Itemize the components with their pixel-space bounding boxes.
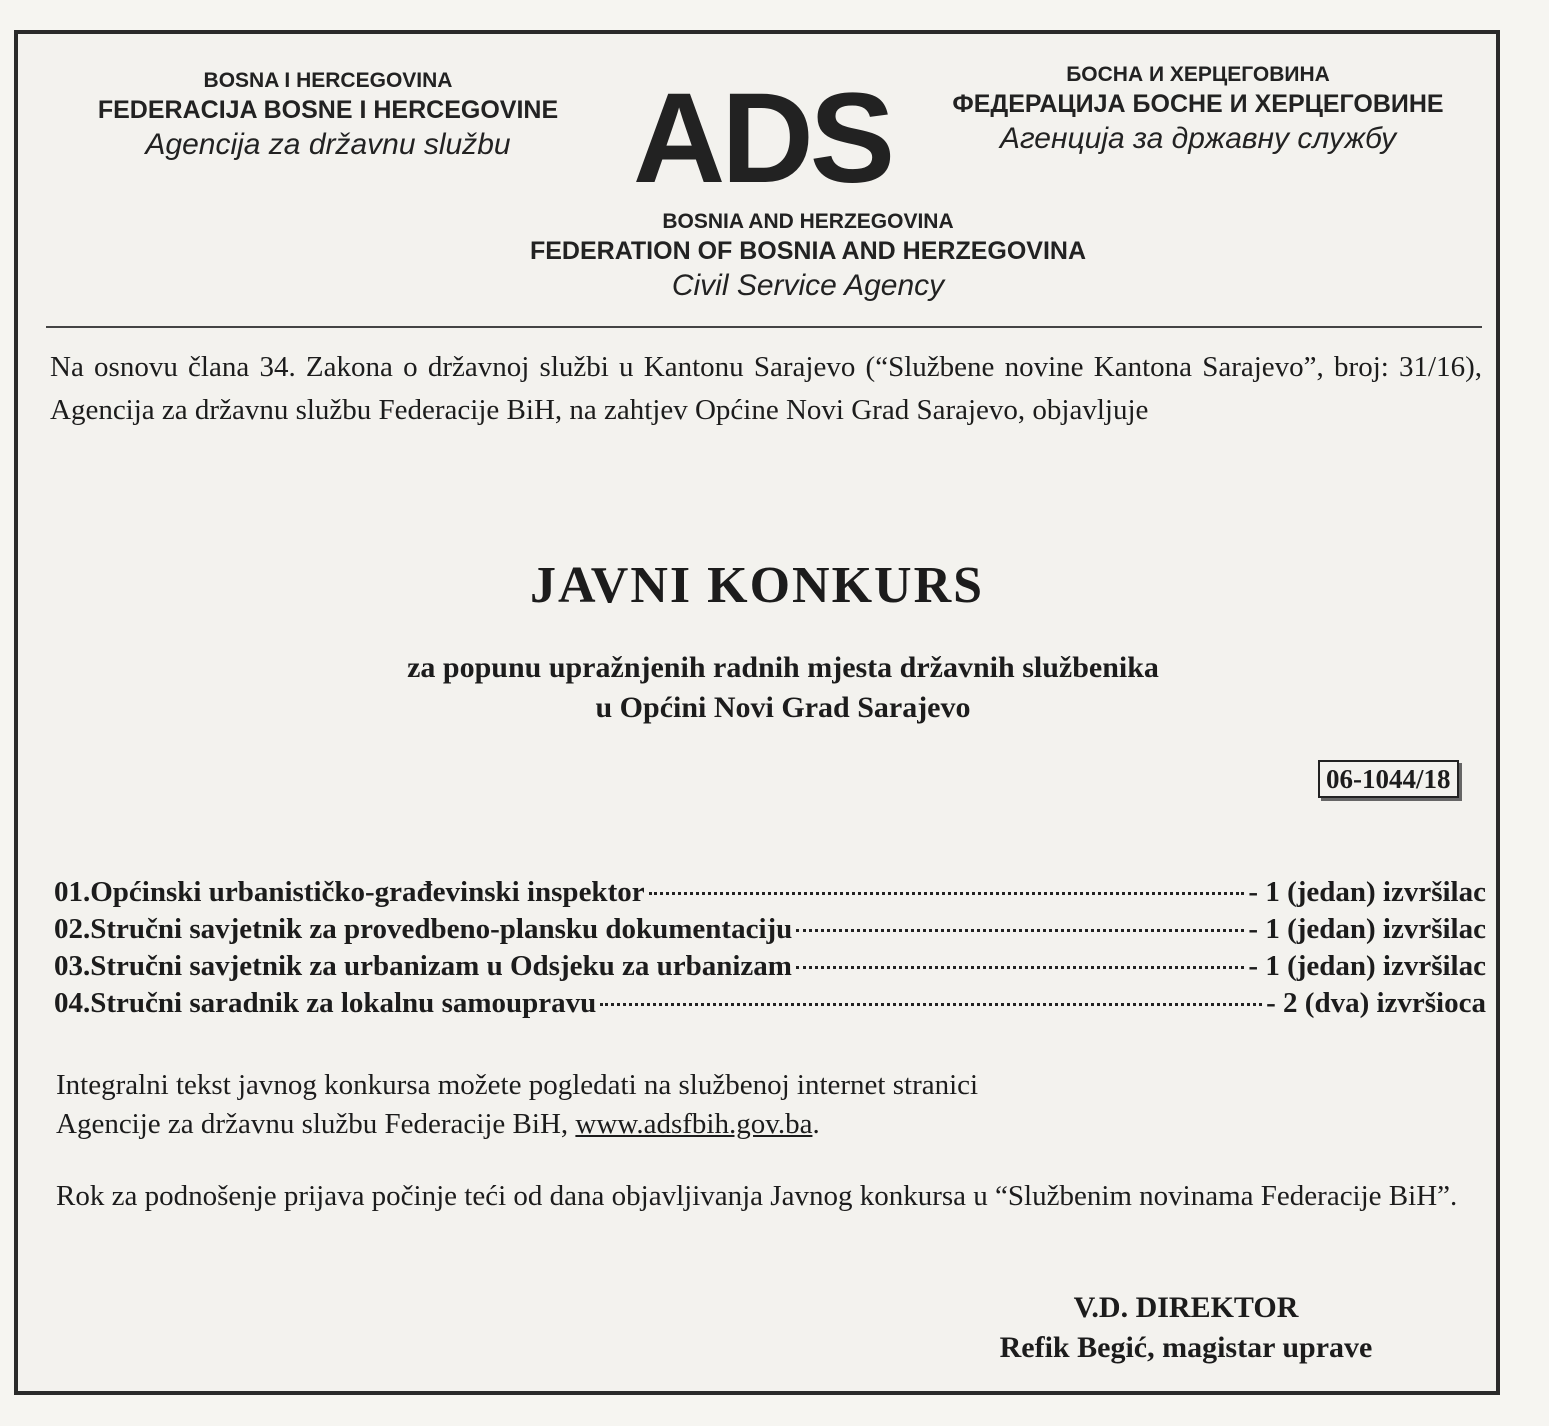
notice-subtitle <box>18 648 1548 728</box>
position-name: 04.Stručni saradnik za lokalnu samoupravu <box>54 987 597 1019</box>
position-name: 02.Stručni savjetnik za provedbeno-plansku dokumentaciju <box>54 913 793 945</box>
header-right-agency: Агенција за државну службу <box>999 122 1397 155</box>
subtitle-line-1: za popunu upražnjenih radnih mjesta državnih službenika <box>407 651 1159 684</box>
header-center <box>458 209 1158 305</box>
full-text-note <box>56 1066 1486 1144</box>
list-item <box>54 985 1486 1022</box>
header-right-country: БОСНА И ХЕРЦЕГОВИНА <box>1066 63 1330 86</box>
header-divider <box>46 326 1482 328</box>
positions-list <box>54 874 1486 1022</box>
position-count: - 1 (jedan) izvršilac <box>1248 950 1486 982</box>
full-text-line-2 <box>56 1105 1486 1144</box>
intro-paragraph: Na osnovu člana 34. Zakona o državnoj službi u Kantonu Sarajevo (“Službene novine Kantona Sarajevo”, broj: 31/16), Agencija za državnu službu Federacije BiH, na zahtjev Općine Novi Grad Sarajevo, objavljuje <box>50 351 1482 426</box>
leader-dots <box>649 892 1245 895</box>
leader-dots <box>600 1003 1262 1006</box>
signatory-title: V.D. DIREKTOR <box>1073 1291 1299 1324</box>
position-name: 01.Općinski urbanističko-građevinski inspektor <box>54 876 645 908</box>
position-name: 03.Stručni savjetnik za urbanizam u Odsjeku za urbanizam <box>54 950 792 982</box>
leader-dots <box>796 966 1244 969</box>
logo-text: ADS <box>632 70 892 200</box>
reference-number: 06-1044/18 <box>1318 760 1459 798</box>
full-text-prefix: Agencije za državnu službu Federacije BiH, <box>56 1108 576 1140</box>
header-right-federation: ФЕДЕРАЦИЈА БОСНЕ И ХЕРЦЕГОВИНЕ <box>952 90 1444 118</box>
leader-dots <box>796 929 1244 932</box>
position-count: - 1 (jedan) izvršilac <box>1248 876 1486 908</box>
list-item <box>54 948 1486 985</box>
agency-website-link[interactable]: www.adsfbih.gov.ba <box>575 1108 813 1140</box>
header-left-agency: Agencija za državnu službu <box>145 128 511 161</box>
header-left <box>48 68 608 164</box>
position-count: - 2 (dva) izvršioca <box>1266 987 1486 1019</box>
full-text-suffix: . <box>812 1108 820 1140</box>
header-center-agency: Civil Service Agency <box>671 269 945 302</box>
signatory-name: Refik Begić, magistar uprave <box>999 1331 1373 1364</box>
header-center-federation: FEDERATION OF BOSNIA AND HERZEGOVINA <box>529 237 1087 265</box>
deadline-note: Rok za podnošenje prijava počinje teći od dana objavljivanja Javnog konkursa u “Službenim novinama Federacije BiH”. <box>56 1180 1458 1212</box>
notice-frame <box>14 30 1500 1395</box>
header-left-federation: FEDERACIJA BOSNE I HERCEGOVINE <box>97 96 559 124</box>
header-center-country: BOSNIA AND HERZEGOVINA <box>662 210 954 233</box>
header-right <box>898 62 1498 158</box>
full-text-line-1: Integralni tekst javnog konkursa možete pogledati na službenoj internet stranici <box>56 1069 979 1101</box>
signature-block <box>966 1288 1406 1368</box>
ads-logo <box>622 70 902 200</box>
list-item <box>54 911 1486 948</box>
list-item <box>54 874 1486 911</box>
position-count: - 1 (jedan) izvršilac <box>1248 913 1486 945</box>
notice-title: JAVNI KONKURS <box>529 557 985 614</box>
subtitle-line-2: u Općini Novi Grad Sarajevo <box>595 691 971 724</box>
header-left-country: BOSNA I HERCEGOVINA <box>203 69 453 92</box>
